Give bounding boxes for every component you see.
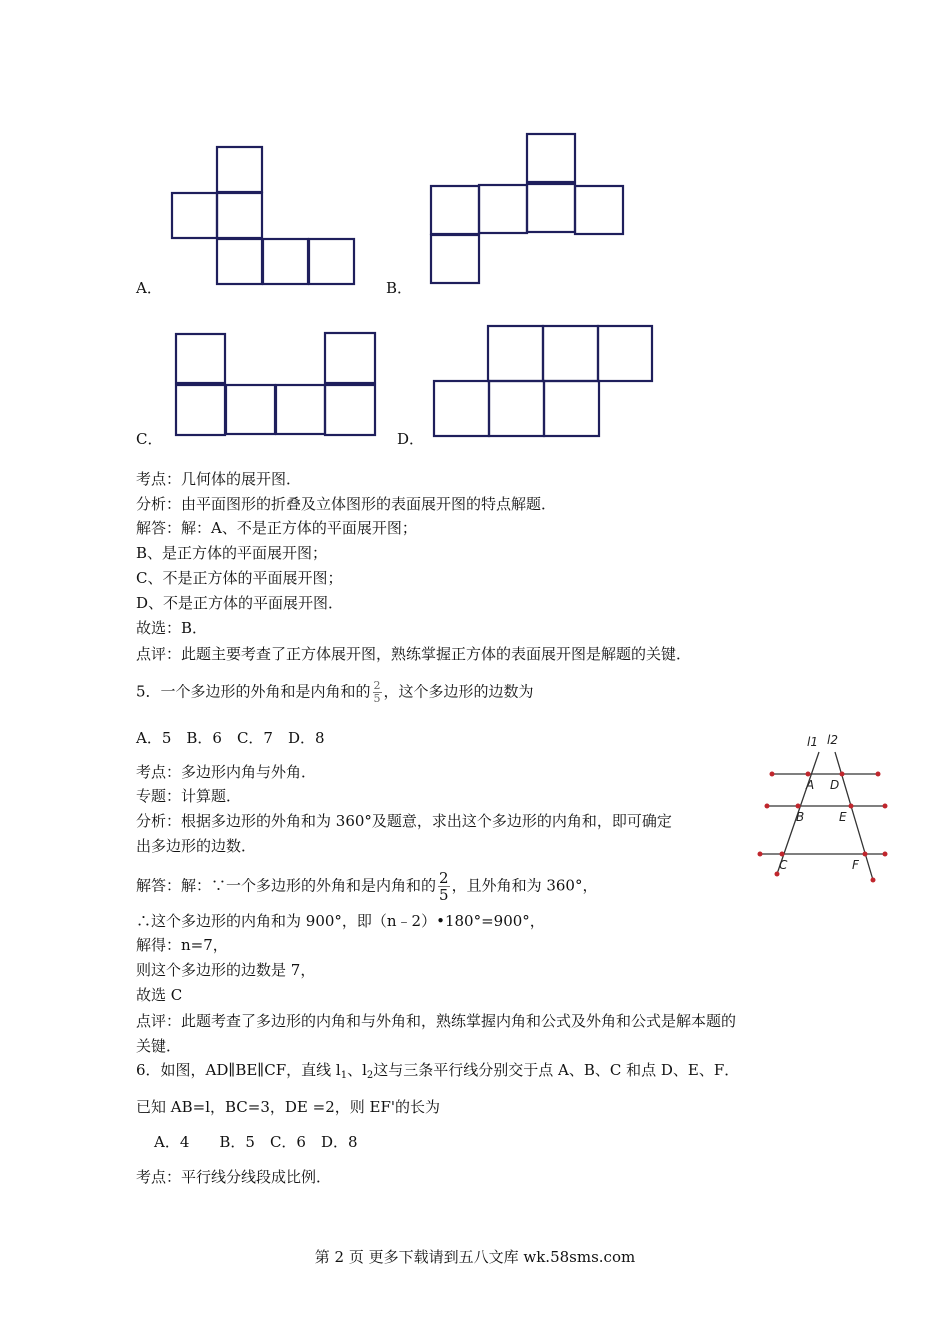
q4-fenxi: 分析：由平面图形的折叠及立体图形的表面展开图的特点解题． — [136, 495, 557, 513]
q4-d-line: D、不是正方体的平面展开图． — [136, 594, 344, 612]
label-l2: l2 — [827, 733, 838, 747]
option-a-label: A． — [136, 279, 162, 297]
q5-fraction: $\frac{2}{5}$ — [373, 679, 381, 705]
q5-jieda-fraction: $\frac{2}{5}$ — [439, 869, 449, 904]
q5-kaodian: 考点：多边形内角与外角． — [136, 763, 317, 781]
q4-c-line: C、不是正方体的平面展开图； — [136, 569, 343, 587]
q5-options: A．5 B．6 C．7 D．8 — [136, 729, 325, 747]
label-e: E — [839, 810, 847, 824]
label-c: C — [779, 858, 788, 872]
label-f: F — [852, 858, 859, 872]
q5-jieda: 解答：解：∵一个多边形的外角和是内角和的 $\frac{2}{5}$ ，且外角和为 360°， — [136, 869, 598, 904]
option-c-label: C． — [136, 430, 163, 448]
q6-kaodian: 考点：平行线分线段成比例． — [136, 1168, 332, 1186]
q4-dianping: 点评：此题主要考查了正方体展开图，熟练掌握正方体的表面展开图是解题的关键． — [136, 645, 692, 663]
q4-jieda: 解答：解：A、不是正方体的平面展开图； — [136, 519, 417, 537]
label-b: B — [796, 810, 805, 824]
q6-options: A．4 B．5 C．6 D．8 — [154, 1133, 358, 1151]
option-b-label: B． — [386, 279, 413, 297]
net-option-d — [428, 320, 658, 440]
q5-line-then: 则这个多边形的边数是 7， — [136, 961, 316, 979]
q5-line-sum: ∴这个多边形的内角和为 900°，即（n﹣2）•180°=900°， — [136, 912, 545, 930]
label-a: A — [806, 778, 815, 792]
q5-stem-before: 5．一个多边形的外角和是内角和的 — [136, 682, 371, 701]
option-d-label: D． — [397, 430, 425, 448]
q4-kaodian: 考点：几何体的展开图． — [136, 470, 302, 488]
q6-stem-2: 已知 AB=l，BC=3，DE =2，则 EF'的长为 — [136, 1098, 440, 1116]
q5-stem — [136, 680, 534, 705]
q5-stem-after: ，这个多边形的边数为 — [383, 682, 534, 701]
net-option-a — [165, 140, 365, 300]
parallel-lines-figure — [755, 732, 895, 882]
q5-dianping-1: 点评：此题考查了多边形的内角和与外角和，熟练掌握内角和公式及外角和公式是解本题的 — [136, 1012, 737, 1030]
q5-fenxi-1: 分析：根据多边形的外角和为 360°及题意，求出这个多边形的内角和，即可确定 — [136, 812, 672, 830]
net-option-b — [425, 128, 635, 288]
q4-guxuan: 故选：B． — [136, 619, 208, 637]
q5-fenxi-2: 出多边形的边数． — [136, 837, 257, 855]
page-footer: 第 2 页 更多下载请到五八文库 wk.58sms.com — [314, 1248, 636, 1266]
label-l1: l1 — [807, 735, 818, 749]
q4-b-line: B、是正方体的平面展开图； — [136, 544, 328, 562]
q5-guxuan: 故选 C — [136, 986, 183, 1004]
q5-zhuanti: 专题：计算题． — [136, 787, 242, 805]
q6-stem-1: 6．如图，AD∥BE∥CF，直线 $l_1$、$l_2$这与三条平行线分别交于点 A、B、C 和点 D、E、F． — [136, 1061, 740, 1081]
q5-dianping-2: 关键． — [136, 1037, 182, 1055]
label-d: D — [830, 778, 840, 792]
q5-line-solve: 解得：n=7， — [136, 936, 228, 954]
net-option-c — [170, 328, 385, 443]
